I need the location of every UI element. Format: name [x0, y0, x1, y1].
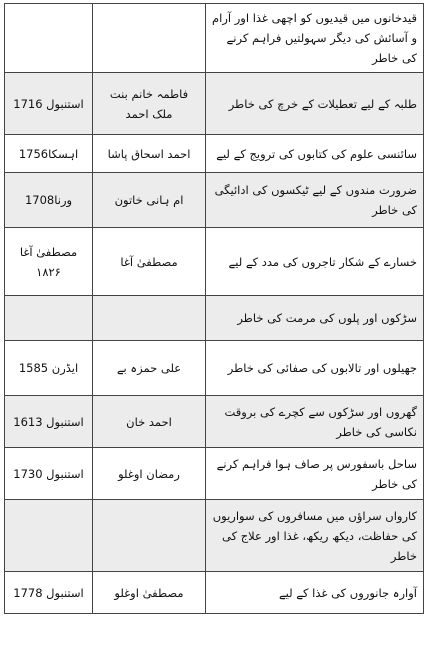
table-row: [5, 4, 424, 73]
table-row: [5, 73, 424, 135]
table-row: [5, 341, 424, 396]
table-row: [5, 500, 424, 572]
purpose-cell: کارواں سراؤں میں مسافروں کی سواریوں کی حفاظت، دیکھ ریکھ، غذا اور علاج کی خاطر: [206, 500, 424, 572]
place-year-cell: استنبول 1778: [5, 572, 93, 614]
purpose-cell: سائنسی علوم کی کتابوں کی ترویج کے لیے: [206, 135, 424, 173]
founder-cell: علی حمزہ بے: [93, 341, 206, 396]
table-row: [5, 296, 424, 341]
place-year-cell: [5, 500, 93, 572]
purpose-cell: ضرورت مندوں کے لیے ٹیکسوں کی ادائیگی کی خاطر: [206, 173, 424, 228]
founder-cell: احمد خان: [93, 396, 206, 448]
founder-cell: [93, 296, 206, 341]
founder-cell: مصطفیٰ آغا: [93, 228, 206, 296]
place-year-cell: ایڈرن 1585: [5, 341, 93, 396]
place-year-cell: استنبول 1613: [5, 396, 93, 448]
founder-cell: ام ہانی خاتون: [93, 173, 206, 228]
founder-cell: احمد اسحاق پاشا: [93, 135, 206, 173]
table-row: [5, 396, 424, 448]
founder-cell: مصطفیٰ اوغلو: [93, 572, 206, 614]
table-row: [5, 135, 424, 173]
founder-cell: [93, 500, 206, 572]
purpose-cell: آوارہ جانوروں کی غذا کے لیے: [206, 572, 424, 614]
table-row: [5, 228, 424, 296]
place-year-cell: مصطفیٰ آغا ۱۸۲۶: [5, 228, 93, 296]
purpose-cell: گھروں اور سڑکوں سے کچرے کی بروقت نکاسی کی خاطر: [206, 396, 424, 448]
purpose-cell: قیدخانوں میں قیدیوں کو اچھی غذا اور آرام و آسائش کی دیگر سہولتیں فراہم کرنے کی خاطر: [206, 4, 424, 73]
table-row: [5, 173, 424, 228]
founder-cell: فاطمہ خانم بنت ملک احمد: [93, 73, 206, 135]
purpose-cell: سڑکوں اور پلوں کی مرمت کی خاطر: [206, 296, 424, 341]
purpose-cell: خسارے کے شکار تاجروں کی مدد کے لیے: [206, 228, 424, 296]
purpose-cell: ساحل باسفورس پر صاف ہوا فراہم کرنے کی خاطر: [206, 448, 424, 500]
place-year-cell: استنبول 1730: [5, 448, 93, 500]
purpose-cell: طلبہ کے لیے تعطیلات کے خرچ کی خاطر: [206, 73, 424, 135]
table-row: [5, 572, 424, 614]
place-year-cell: [5, 4, 93, 73]
place-year-cell: [5, 296, 93, 341]
endowments-table: [4, 3, 424, 614]
founder-cell: [93, 4, 206, 73]
place-year-cell: اہسکا1756: [5, 135, 93, 173]
place-year-cell: ورنا1708: [5, 173, 93, 228]
table-row: [5, 448, 424, 500]
founder-cell: رمضان اوغلو: [93, 448, 206, 500]
purpose-cell: جھیلوں اور تالابوں کی صفائی کی خاطر: [206, 341, 424, 396]
place-year-cell: استنبول 1716: [5, 73, 93, 135]
